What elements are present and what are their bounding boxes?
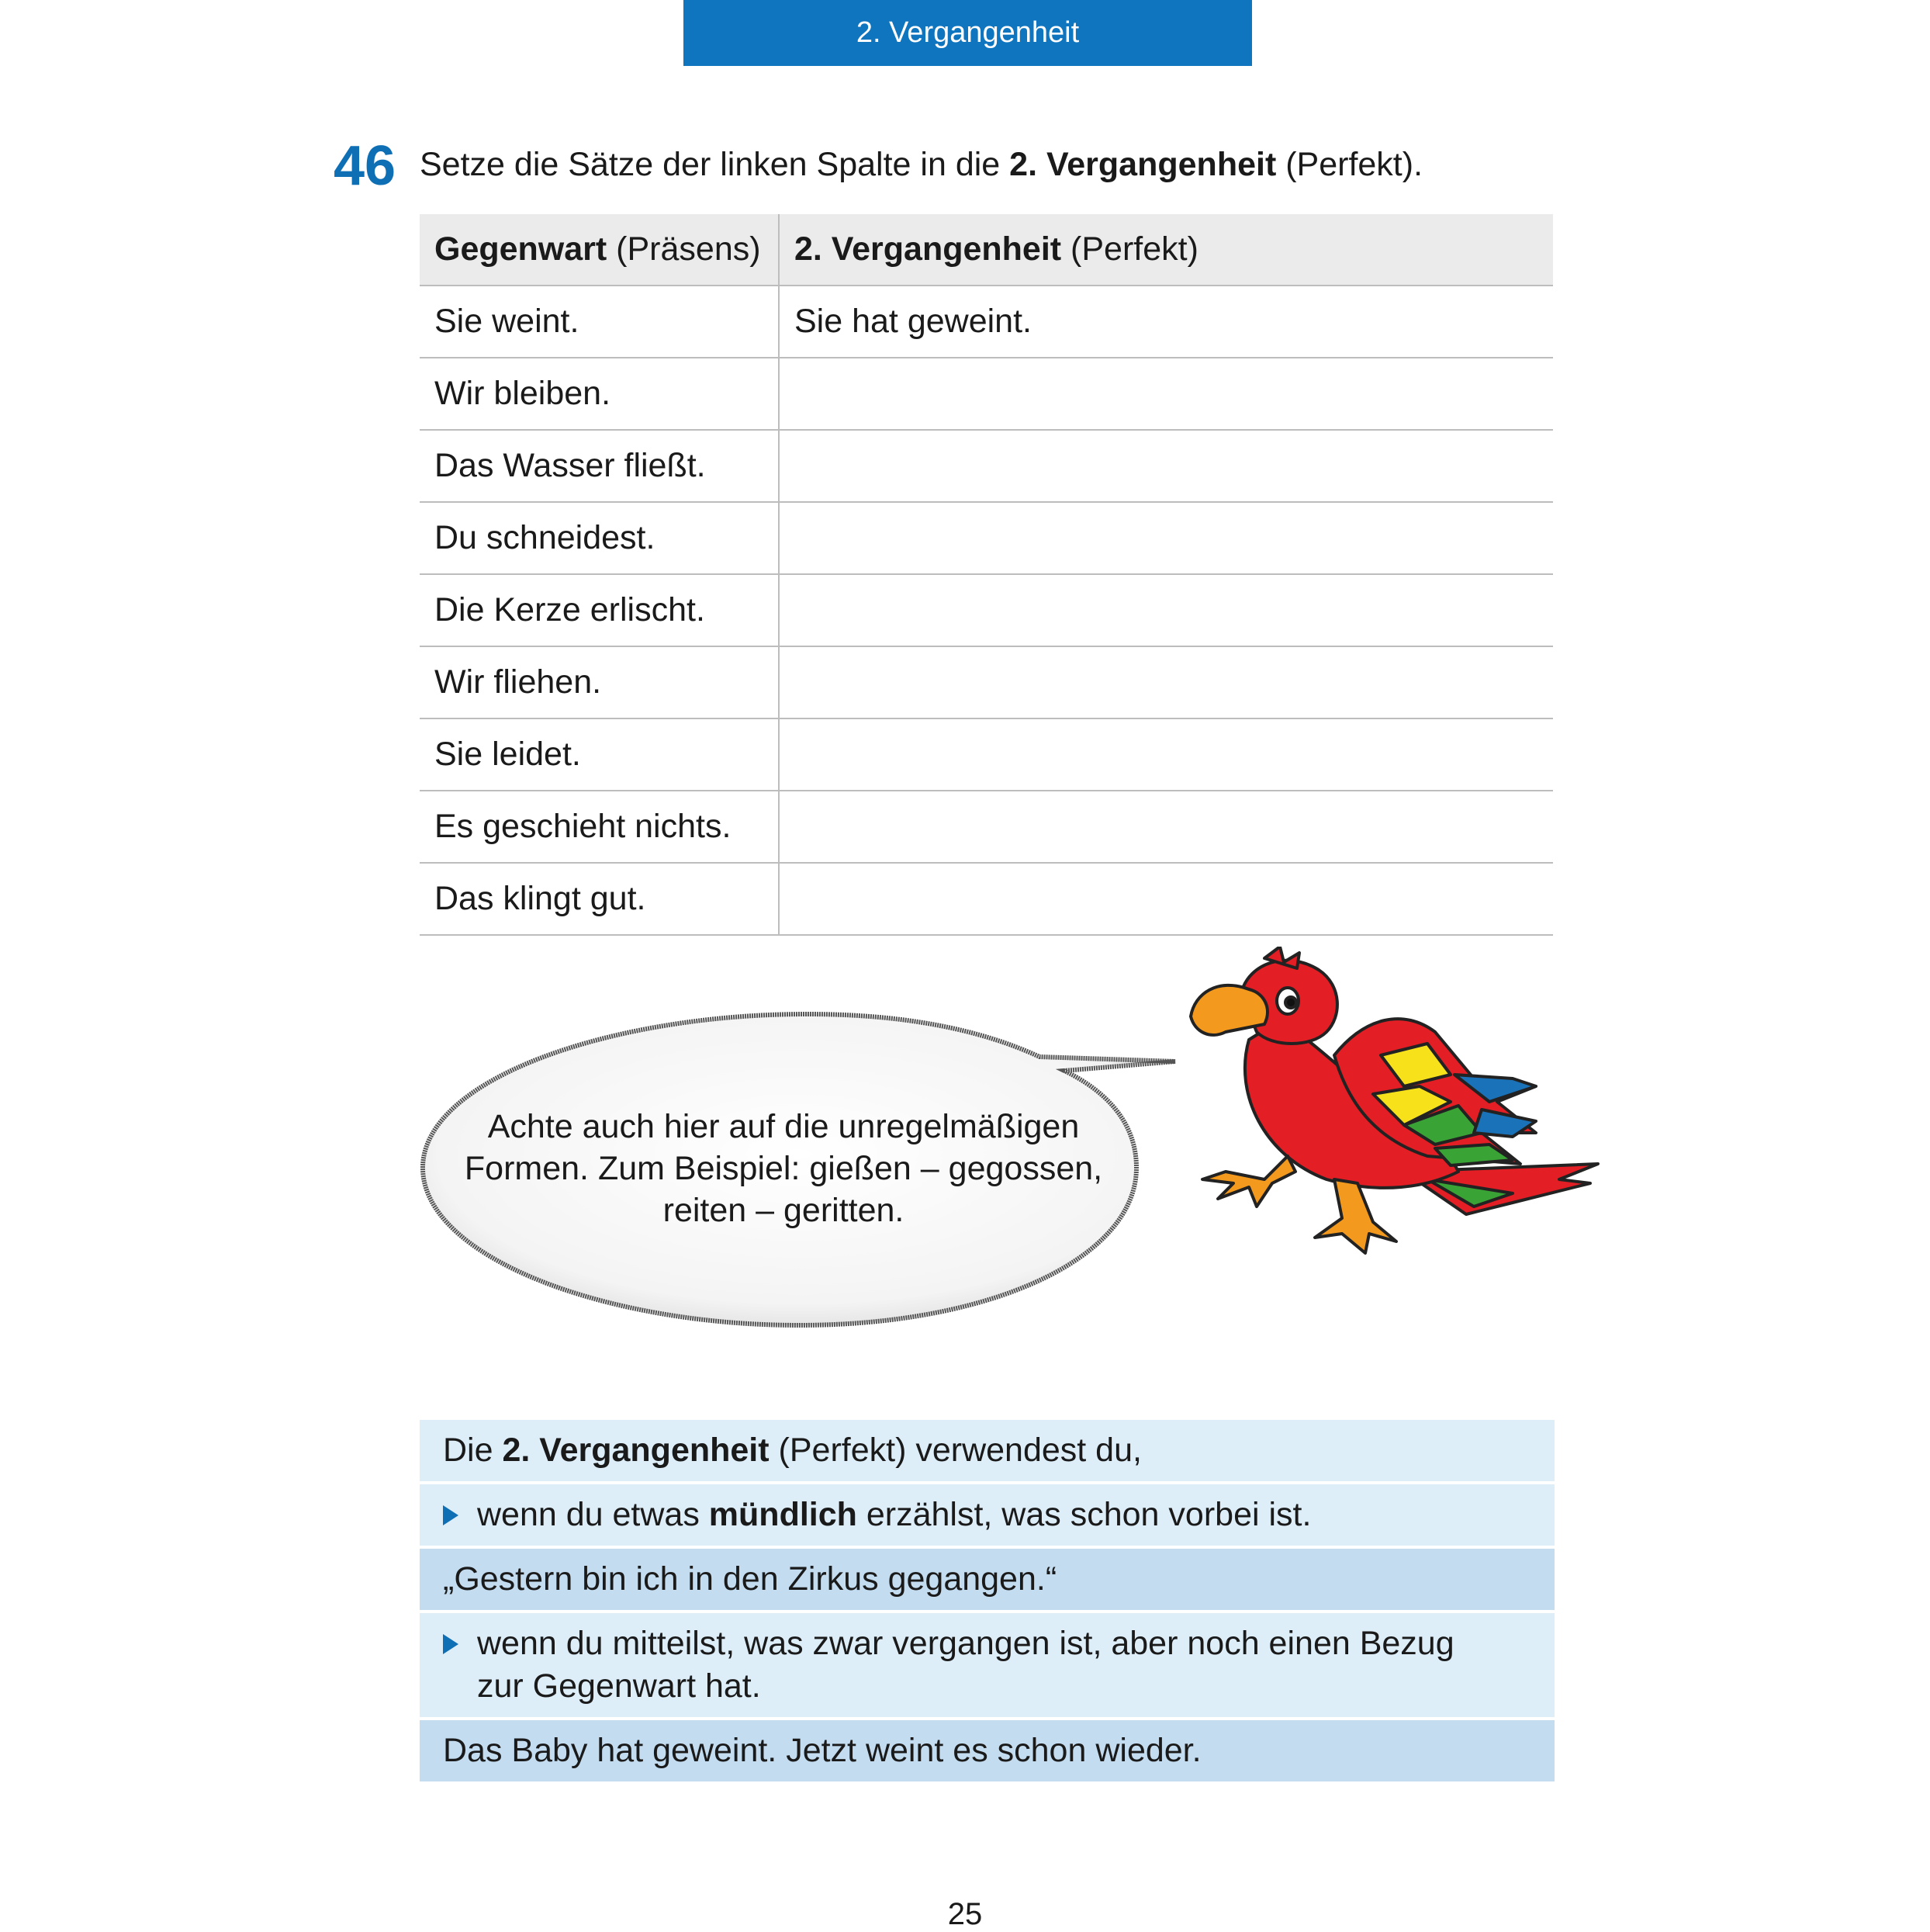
table-row	[420, 791, 1553, 863]
perfect-answer-field[interactable]	[779, 646, 1553, 718]
info-intro	[420, 1420, 1555, 1481]
bullet-2-text	[477, 1622, 1454, 1708]
perfect-answer-field[interactable]	[779, 430, 1553, 502]
section-header-tab	[683, 0, 1252, 66]
bubble-line: Achte auch hier auf die unregelmäßigen	[487, 1108, 1080, 1145]
bullet-2-line-1: wenn du mitteilst, was zwar vergangen ist, aber noch einen Bezug	[477, 1625, 1454, 1662]
bullet-1-post: erzählst, was schon vorbei ist.	[856, 1496, 1312, 1533]
info-intro-pre: Die	[443, 1432, 503, 1469]
perfect-answer-field[interactable]	[779, 718, 1553, 791]
table-row	[420, 646, 1553, 718]
info-example-2: Das Baby hat geweint. Jetzt weint es schon wieder.	[420, 1720, 1555, 1781]
instruction-text-post: (Perfekt).	[1276, 146, 1423, 183]
perfect-cell: Sie hat geweint.	[779, 286, 1553, 358]
grammar-info-box	[420, 1420, 1555, 1785]
table-row	[420, 430, 1553, 502]
bubble-line: Formen. Zum Beispiel: gießen – gegossen,	[464, 1150, 1103, 1187]
perfect-answer-field[interactable]	[779, 791, 1553, 863]
parrot-illustration	[1148, 947, 1614, 1272]
perfect-answer-field[interactable]	[779, 502, 1553, 574]
header-perfect	[779, 214, 1553, 286]
header-present-bold: Gegenwart	[434, 230, 607, 268]
instruction-text-pre: Setze die Sätze der linken Spalte in die	[420, 146, 1010, 183]
perfect-answer-field[interactable]	[779, 574, 1553, 646]
table-header-row	[420, 214, 1553, 286]
speech-bubble-text	[450, 1106, 1117, 1231]
present-cell: Wir bleiben.	[420, 358, 779, 430]
table-row	[420, 358, 1553, 430]
header-perfect-rest: (Perfekt)	[1061, 230, 1198, 268]
present-cell: Sie weint.	[420, 286, 779, 358]
triangle-bullet-icon	[443, 1634, 458, 1654]
info-intro-bold: 2. Vergangenheit	[502, 1432, 770, 1469]
present-cell: Das Wasser fließt.	[420, 430, 779, 502]
header-present	[420, 214, 779, 286]
present-cell: Das klingt gut.	[420, 863, 779, 935]
page-number: 25	[947, 1897, 983, 1931]
section-title: 2. Vergangenheit	[856, 16, 1080, 49]
bullet-2-line-2: zur Gegenwart hat.	[477, 1667, 761, 1705]
present-cell: Die Kerze erlischt.	[420, 574, 779, 646]
info-bullet-2	[420, 1613, 1555, 1717]
bullet-1-bold: mündlich	[708, 1496, 857, 1533]
present-cell: Du schneidest.	[420, 502, 779, 574]
info-intro-post: (Perfekt) verwendest du,	[769, 1432, 1142, 1469]
triangle-bullet-icon	[443, 1505, 458, 1525]
bullet-1-pre: wenn du etwas	[477, 1496, 709, 1533]
table-row	[420, 286, 1553, 358]
instruction-text-bold: 2. Vergangenheit	[1009, 146, 1277, 183]
info-bullet-1	[420, 1484, 1555, 1546]
header-perfect-bold: 2. Vergangenheit	[794, 230, 1062, 268]
bubble-line: reiten – geritten.	[662, 1192, 904, 1229]
perfect-answer-field[interactable]	[779, 358, 1553, 430]
conjugation-table	[420, 214, 1553, 936]
perfect-answer-field[interactable]	[779, 863, 1553, 935]
present-cell: Wir fliehen.	[420, 646, 779, 718]
present-cell: Es geschieht nichts.	[420, 791, 779, 863]
exercise-instruction	[420, 144, 1423, 186]
table-row	[420, 502, 1553, 574]
table-row	[420, 718, 1553, 791]
header-present-rest: (Präsens)	[607, 230, 761, 268]
table-row	[420, 863, 1553, 935]
info-example-1: „Gestern bin ich in den Zirkus gegangen.“	[420, 1549, 1555, 1610]
table-row	[420, 574, 1553, 646]
exercise-number: 46	[334, 135, 396, 197]
bullet-1-text	[477, 1494, 1311, 1536]
present-cell: Sie leidet.	[420, 718, 779, 791]
